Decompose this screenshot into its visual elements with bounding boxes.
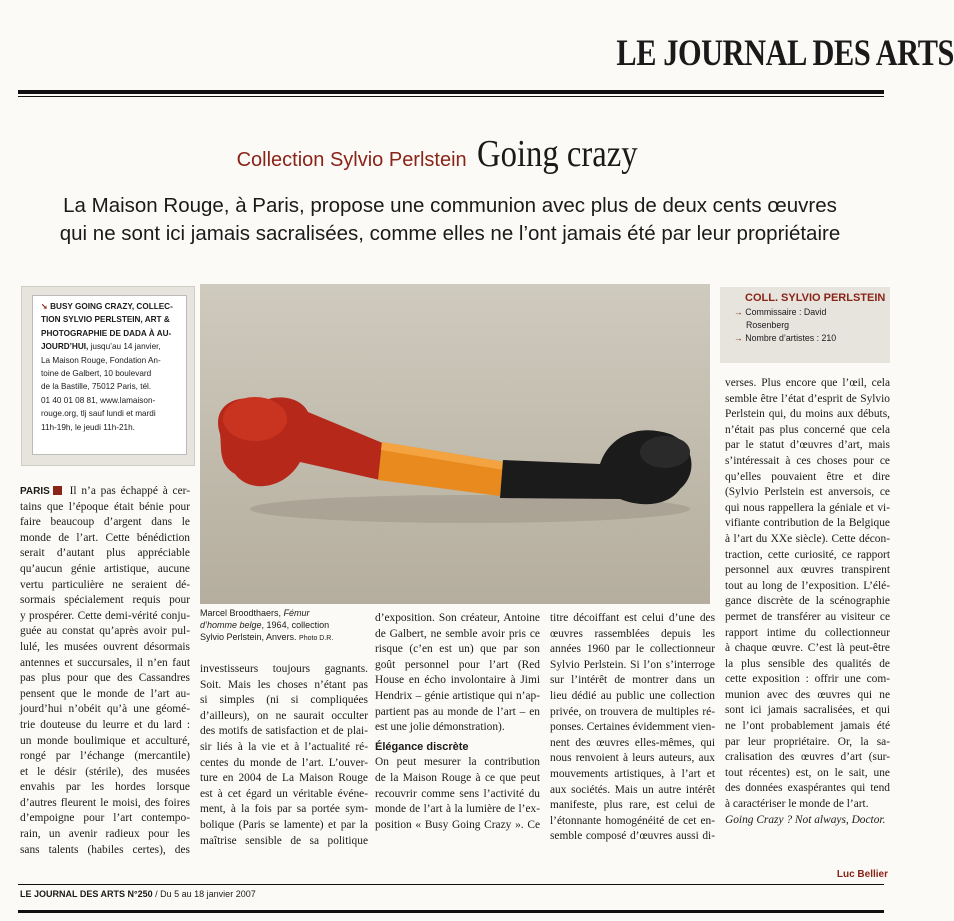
body-line: jourd’hui n’obéit qu’à une géomé- — [20, 703, 190, 716]
body-line: munion avec des œuvres qui ne — [725, 688, 890, 701]
body-line: ture en 2004 de La Maison Rouge — [200, 772, 368, 785]
sidebar-title: COLL. SYLVIO PERLSTEIN — [745, 292, 886, 304]
body-line: serait d’autant plus appréciable — [20, 547, 190, 560]
sidebar-item: Nombre d’artistes : 210 — [745, 333, 837, 343]
byline: Luc Bellier — [836, 869, 888, 880]
footer-date: / Du 5 au 18 janvier 2007 — [152, 889, 256, 899]
body-line: pensent que le monde de l’art au- — [20, 687, 190, 700]
closing-line: Going Crazy ? Not always, Doctor. — [725, 813, 886, 826]
exhibition-info-card — [32, 295, 187, 455]
body-line: années 1960 par le collectionneur — [550, 643, 715, 656]
body-line: permet de transférer au visiteur ce — [725, 610, 890, 623]
body-line: antennes et succursales, il n’en faut — [20, 656, 190, 669]
info-line: 11h-19h, le jeudi 11h-21h. — [41, 422, 135, 432]
body-line: œuvres rassemblées depuis les — [550, 627, 715, 640]
article-title: Going crazy — [476, 133, 638, 175]
body-line: semble composé d’œuvres aussi di- — [550, 830, 715, 843]
caption-work-title: Fémur — [283, 608, 310, 618]
body-line: qu’elles pouvaient être et dire — [725, 470, 890, 483]
body-line: d’empoigne pour l’art contempo- — [20, 812, 190, 825]
body-line: d’autres fleurent le moisi, des foires — [20, 796, 190, 809]
body-line: ment, à la fois par sa portée sym- — [200, 803, 368, 816]
body-line: verses. Plus encore que l’œil, cela — [725, 377, 890, 389]
arrow-icon: → — [734, 307, 746, 317]
standfirst-line: qui ne sont ici jamais sacralisées, comme elles ne l’ont jamais été par leur propriétaire — [59, 222, 841, 245]
body-line: sans talents (habiles certes), des — [20, 843, 190, 856]
info-title-line: TION SYLVIO PERLSTEIN, ART & — [41, 315, 170, 325]
body-line: Perlstein qui, du moins aux débuts, — [725, 408, 890, 421]
kicker: Collection Sylvio Perlstein — [236, 149, 467, 171]
info-title-line: PHOTOGRAPHIE DE DADA À AU- — [41, 328, 172, 338]
body-line: n’était pas plus concerné que cela — [725, 423, 890, 436]
body-line: est une jolie démonstration). — [375, 721, 505, 734]
footer-publication: LE JOURNAL DES ARTS — [20, 889, 126, 899]
bottom-rule — [18, 910, 884, 913]
artwork-photo — [200, 284, 710, 604]
body-line: personnel aux œuvres transpirent — [725, 564, 890, 577]
body-line: sir liés à la vie et à l’actualité ré- — [200, 740, 368, 753]
sidebar-item-cont: Rosenberg — [746, 320, 790, 330]
femur-bone-image — [200, 284, 710, 604]
sidebar-body — [734, 306, 884, 345]
sidebar-item: Commissaire : David — [745, 307, 827, 317]
info-line: La Maison Rouge, Fondation An- — [41, 355, 161, 365]
body-line: tout au long de l’exposition. L’élé- — [725, 579, 890, 592]
body-line: lulé, les musées ouvrent désormais — [20, 640, 190, 653]
info-line: rouge.org, tlj sauf lundi et mardi — [41, 409, 156, 419]
body-line: la plus sensible des qualités de — [725, 657, 890, 670]
body-line: tains que l’époque était bénie pour — [20, 500, 190, 513]
body-line: ponses. Certaines évidemment vien- — [550, 721, 716, 734]
standfirst-line: La Maison Rouge, à Paris, propose une communion avec plus de deux cents œuvres — [63, 194, 837, 217]
body-line: un monde boulimique et acculturé, — [20, 734, 190, 747]
body-line: risque (c’en est un) que par son — [375, 643, 540, 656]
article-column-3 — [375, 611, 540, 833]
body-line: vertu particulière ne seraient dé- — [20, 578, 190, 591]
body-line: de Galbert, ne semble avoir pris ce — [375, 627, 540, 640]
body-line: monde de l’art à la lumière de l’ex- — [375, 803, 540, 816]
body-line: titre décoiffant est celui d’une des — [550, 612, 715, 624]
body-line: est à cet égard un véritable événe- — [200, 787, 368, 800]
article-column-5 — [725, 376, 890, 828]
dateline-square-icon — [53, 486, 62, 495]
caption-work-title: d’homme belge — [200, 620, 262, 630]
photo-caption — [200, 607, 375, 645]
info-title-line: JOURD’HUI, — [41, 342, 89, 352]
body-line: guée au constat qu’après avoir pul- — [20, 625, 190, 638]
dateline: PARIS — [20, 486, 50, 497]
body-line: House en écho involontaire à Jimi — [375, 674, 540, 687]
body-line: sur l’intérêt de montrer dans un — [550, 674, 715, 687]
body-line: maîtrise sensible de sa politique — [200, 834, 368, 847]
info-title-line: BUSY GOING CRAZY, COLLEC- — [50, 302, 173, 311]
body-line: qu’aucun génie artistique, aucune — [20, 562, 190, 575]
body-line: partient pas au monde de l’art – en — [375, 705, 540, 718]
body-line: vifiante contribution de la Belgique — [725, 517, 890, 530]
article-column-1 — [20, 484, 190, 858]
body-line: sont ici jamais sacralisées, et qui — [725, 704, 890, 717]
page-footer — [20, 889, 256, 899]
body-line: privée, on trouvera de multiples ré- — [550, 705, 715, 718]
info-line: 01 40 01 08 81, www.lamaison- — [41, 395, 156, 405]
top-rule — [18, 90, 884, 94]
body-line: (Sylvio Perlstein est anversois, ce — [725, 486, 890, 499]
body-line: faire beaucoup d’argent dans le — [20, 516, 190, 529]
caption-artist: Marcel Broodthaers, — [200, 608, 284, 618]
masthead: LE JOURNAL DES ARTS — [616, 33, 954, 74]
caption-date: , 1964, collection — [261, 620, 330, 630]
body-line: On peut mesurer la contribution — [375, 756, 540, 769]
body-line: trie douteuse du leurre et du lard : — [20, 718, 190, 731]
body-line: recouvrir comme sens l’activité du — [375, 787, 540, 800]
body-line: rapport intime du collectionneur — [725, 626, 890, 639]
body-line: et le désir (stérile), des musées — [20, 765, 190, 778]
arrow-icon: ➘ — [41, 302, 51, 311]
info-line: toine de Galbert, 10 boulevard — [41, 369, 152, 379]
body-line: rongé par l’échange (mercantile) — [20, 750, 190, 763]
body-line: Sylvio Perlstein. Si l’on s’interroge — [550, 658, 715, 671]
arrow-icon: → — [734, 333, 746, 343]
body-line: envahis par les hordes lorsque — [20, 781, 190, 794]
body-line: gance discrète de la scénographie — [725, 595, 890, 608]
body-line: par le statut d’œuvres d’art, mais — [725, 439, 890, 452]
body-line: Hendrix – génie artistique qui n’ap- — [375, 689, 540, 702]
body-line: qui nous rappellera la géniale et vi- — [725, 501, 890, 514]
body-line: semble être l’état d’esprit de Sylvio — [725, 392, 890, 405]
body-line: nent des œuvres elles-mêmes, qui — [550, 736, 715, 749]
body-line: aux sociétés. Mais un autre intérêt — [550, 783, 715, 796]
body-line: d’ailleurs), on ne saurait occulter — [200, 709, 368, 722]
footer-issue: N°250 — [125, 889, 153, 899]
photo-credit: Photo D.R. — [299, 635, 334, 642]
body-line: Soit. Mais les choses n’étant pas — [200, 678, 368, 691]
caption-collection: Sylvio Perlstein, Anvers. — [200, 632, 300, 642]
collection-sidebar — [720, 287, 890, 363]
standfirst — [30, 192, 870, 248]
body-line: traction, cette curiosité, ce rapport — [725, 548, 890, 561]
body-line: tout récentes) est, on le sait, une — [725, 766, 890, 779]
body-line: d’exposition. Son créateur, Antoine — [375, 612, 540, 624]
subhead: Élégance discrète — [375, 740, 469, 753]
article-column-4 — [550, 611, 715, 845]
body-line: pas plus pour que des Cassandres — [20, 672, 190, 685]
body-line: si simples (ni si compliquées — [200, 694, 368, 707]
body-line: rain, un avenir radieux pour les — [20, 828, 190, 841]
body-line: sormais spécialement requis pour — [20, 594, 190, 607]
top-rule-thin — [18, 96, 884, 97]
article-column-2 — [200, 662, 368, 849]
body-line: s’intéressait à ces choses pour ce — [725, 454, 890, 467]
body-line: mouvements artistiques, à l’art et — [550, 767, 715, 780]
body-line: cralisation des œuvres d’art (sur- — [725, 751, 890, 764]
info-dates: jusqu’au 14 janvier, — [88, 342, 161, 352]
body-line: lieu dédié au public une collection — [550, 689, 715, 702]
body-line: cette exposition : offrir une com- — [725, 673, 890, 686]
body-line: des données exaspérantes qui tend — [725, 782, 890, 795]
headline — [20, 132, 880, 176]
body-line: nous renvoient à leurs auteurs, aux — [550, 752, 715, 765]
body-line: Il n’a pas échappé à cer- — [64, 485, 190, 497]
body-line: par leur propriétaire. Or, la sa- — [725, 735, 890, 748]
footer-rule — [18, 884, 884, 885]
exhibition-info-box — [21, 286, 195, 466]
body-line: bolique (Paris se lamente) et par la — [200, 818, 368, 831]
body-line: position « Busy Going Crazy ». Ce — [375, 818, 540, 831]
body-line: manifeste, plus rare, est celui de — [550, 799, 715, 812]
body-line: de la Maison Rouge à ce que peut — [375, 771, 540, 784]
body-line: centes du monde de l’art. L’ouver- — [200, 756, 368, 769]
body-line: ne l’ont probablement jamais été — [725, 720, 890, 733]
info-line: de la Bastille, 75012 Paris, tél. — [41, 382, 152, 392]
body-line: à chaque œuvre. C’est là peut-être — [725, 642, 890, 655]
body-line: y prospérer. Cette demi-vérité conju- — [20, 609, 190, 622]
body-line: à l’art du XXe siècle). Cette décon- — [725, 532, 890, 545]
body-line: goût personnel pour l’art (Red — [375, 658, 540, 671]
body-line: des motifs de satisfaction et de plai- — [200, 725, 368, 738]
body-line: investisseurs toujours gagnants. — [200, 663, 368, 675]
body-line: l’étonnante homogénéité de cet en- — [550, 814, 715, 827]
body-line: monde de l’art. Cette bénédiction — [20, 531, 190, 544]
body-line: à caractériser le monde de l’art. — [725, 798, 869, 811]
